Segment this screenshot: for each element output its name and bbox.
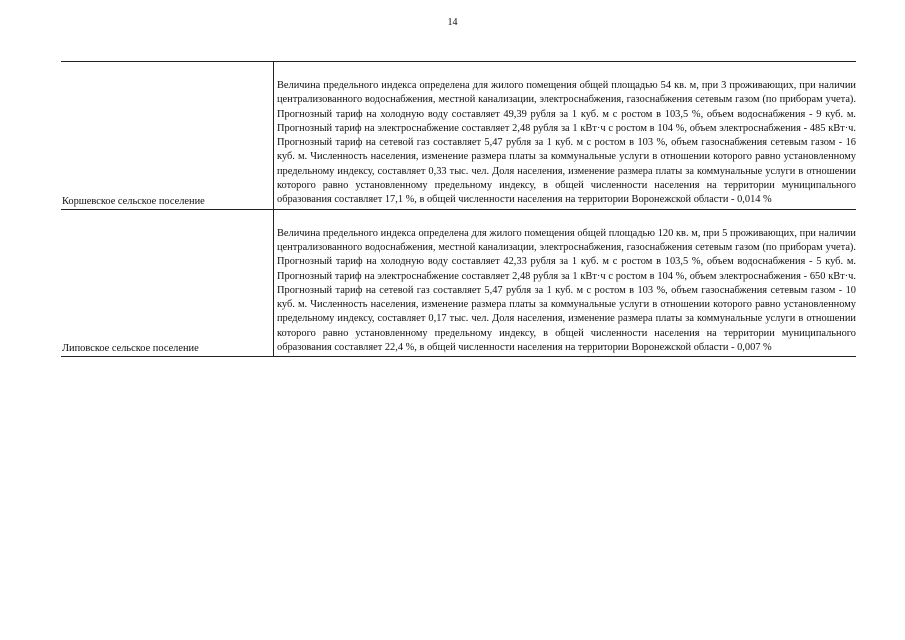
index-table (61, 61, 856, 357)
index-description: Величина предельного индекса определена для жилого помещения общей площадью 120 кв. м, при 5 проживающих, при наличии централизованного водоснабжения, местной канализации, электроснабжения, газоснабжения сетевым газом (по приборам учета). Прогнозный тариф на холодную воду составляет 42,33 рубля за 1 куб. м с ростом в 103,5 %, объем водоснабжения - 5 куб. м. Прогнозный тариф на электроснабжение составляет 2,48 рубля за 1 кВт·ч с ростом в 104 %, объем электроснабжения - 650 кВт·ч. Прогнозный тариф на сетевой газ составляет 5,47 рубля за 1 куб. м с ростом в 103 %, объем газоснабжения сетевым газом - 10 куб. м. Численность населения, изменение размера платы за коммунальные услуги в отношении которого равно установленному предельному индексу, составляет 0,17 тыс. чел. Доля населения, изменение размера платы за коммунальные услуги в отношении которого равно установленному предельному индексу, в общей численности населения на территории муниципального образования составляет 22,4 %, в общей численности населения на территории Воронежской области - 0,007 % (277, 227, 856, 354)
settlement-name-cell (61, 62, 274, 209)
settlement-name: Липовское сельское поселение (62, 343, 199, 355)
index-description: Величина предельного индекса определена для жилого помещения общей площадью 54 кв. м, при 3 проживающих, при наличии централизованного водоснабжения, местной канализации, электроснабжения, газоснабжения сетевым газом (по приборам учета). Прогнозный тариф на холодную воду составляет 49,39 рубля за 1 куб. м с ростом в 103,5 %, объем водоснабжения - 9 куб. м. Прогнозный тариф на электроснабжение составляет 2,48 рубля за 1 кВт·ч с ростом в 104 %, объем электроснабжения - 485 кВт·ч. Прогнозный тариф на сетевой газ составляет 5,47 рубля за 1 куб. м с ростом в 103 %, объем газоснабжения сетевым газом - 16 куб. м. Численность населения, изменение размера платы за коммунальные услуги в отношении которого равно установленному предельному индексу, составляет 0,33 тыс. чел. Доля населения, изменение размера платы за коммунальные услуги в отношении которого равно установленному предельному индексу, в общей численности населения на территории муниципального образования составляет 17,1 %, в общей численности населения на территории Воронежской области - 0,014 % (277, 80, 856, 206)
settlement-name-cell (61, 210, 274, 357)
settlement-name: Коршевское сельское поселение (62, 195, 205, 207)
table-row (61, 62, 856, 210)
table-row (61, 210, 856, 358)
page-number: 14 (447, 17, 458, 28)
